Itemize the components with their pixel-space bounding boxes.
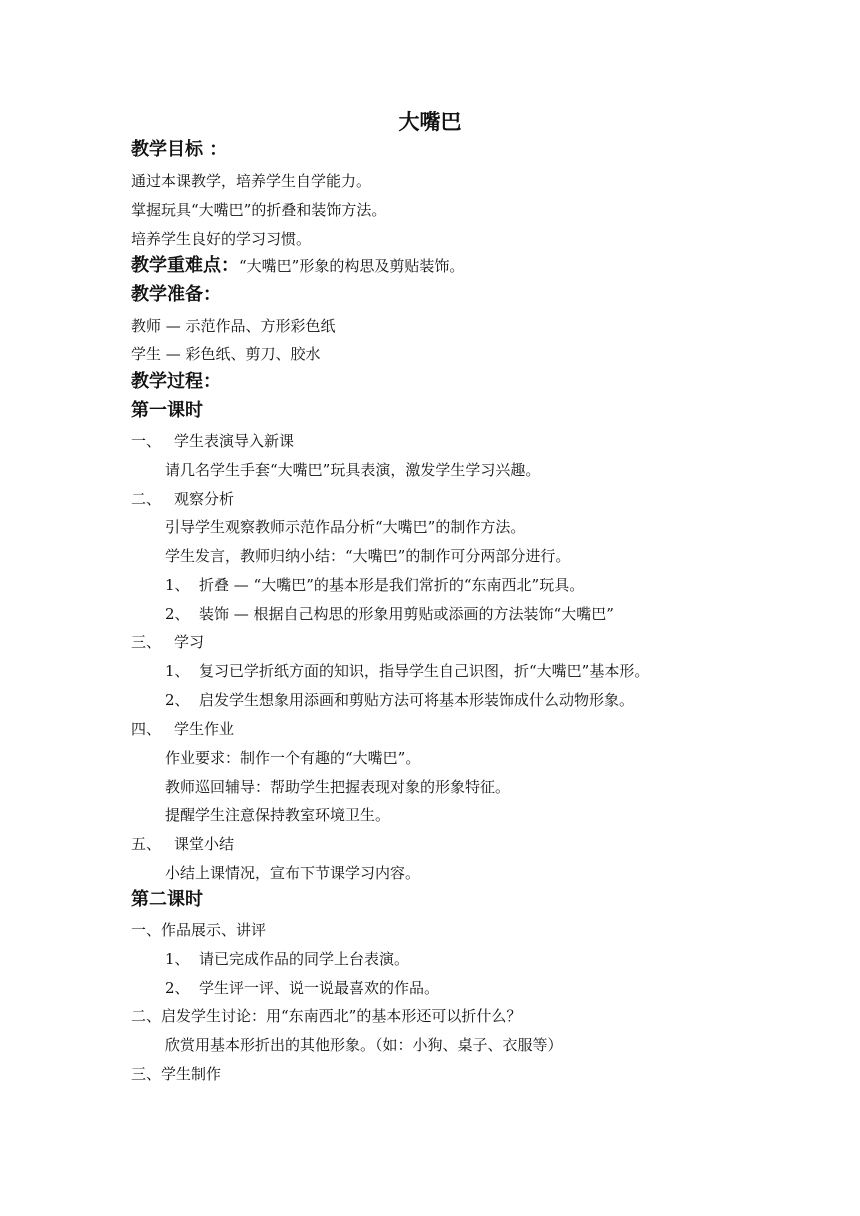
step-marker: 五、 — [131, 835, 162, 853]
sub-item-marker: 2、 — [165, 605, 190, 623]
objectives-heading: 教学目标 ： — [131, 139, 228, 160]
sub-item-marker: 1、 — [165, 576, 190, 594]
prep-line: 教师 — 示范作品、方形彩色纸 — [131, 317, 336, 335]
objective-line: 掌握玩具“大嘴巴”的折叠和装饰方法。 — [131, 201, 387, 219]
lesson2-heading: 第二课时 — [131, 889, 203, 910]
step-line: 提醒学生注意保持教室环境卫生。 — [165, 806, 391, 824]
sub-item — [165, 604, 614, 624]
step-marker: 一、 — [131, 432, 162, 450]
sub-item-marker: 2、 — [165, 691, 190, 709]
sub-item-marker: 1、 — [165, 950, 190, 968]
key-points-line — [131, 256, 464, 276]
lesson1-heading: 第一课时 — [131, 400, 203, 421]
step-line: 欣赏用基本形折出的其他形象。（如：小狗、桌子、衣服等） — [165, 1036, 563, 1054]
key-points-label: 教学重难点： — [131, 255, 239, 276]
sub-item-text: 折叠 — “大嘴巴”的基本形是我们常折的“东南西北”玩具。 — [199, 576, 585, 594]
sub-item-text: 复习已学折纸方面的知识，指导学生自己识图，折“大嘴巴”基本形。 — [199, 662, 650, 680]
prep-heading: 教学准备： — [131, 284, 221, 305]
step-heading — [131, 834, 234, 854]
key-points-text: “大嘴巴”形象的构思及剪贴装饰。 — [239, 257, 465, 275]
objective-line: 通过本课教学，培养学生自学能力。 — [131, 172, 372, 190]
step-title: 学生表演导入新课 — [174, 432, 295, 450]
step-heading — [131, 719, 234, 739]
step-line: 学生发言，教师归纳小结：“大嘴巴”的制作可分两部分进行。 — [165, 547, 571, 565]
step-title: 观察分析 — [174, 490, 235, 508]
objective-line: 培养学生良好的学习习惯。 — [131, 230, 312, 248]
sub-item — [165, 575, 584, 595]
step-line: 教师巡回辅导：帮助学生把握表现对象的形象特征。 — [165, 778, 511, 796]
step-title: 学生作业 — [174, 720, 235, 738]
step-line: 引导学生观察教师示范作品分析“大嘴巴”的制作方法。 — [165, 518, 526, 536]
sub-item-text: 学生评一评、说一说最喜欢的作品。 — [199, 979, 440, 997]
sub-item-text: 启发学生想象用添画和剪贴方法可将基本形装饰成什么动物形象。 — [199, 691, 635, 709]
step-marker: 三、 — [131, 633, 162, 651]
step-marker: 二、 — [131, 490, 162, 508]
step-heading — [131, 489, 234, 509]
step-line: 作业要求：制作一个有趣的“大嘴巴”。 — [165, 749, 421, 767]
sub-item-text: 请已完成作品的同学上台表演。 — [199, 950, 410, 968]
prep-line: 学生 — 彩色纸、剪刀、胶水 — [131, 345, 321, 363]
process-heading: 教学过程： — [131, 371, 221, 392]
step-title: 课堂小结 — [174, 835, 235, 853]
sub-item-marker: 2、 — [165, 979, 190, 997]
sub-item-text: 装饰 — 根据自己构思的形象用剪贴或添画的方法装饰“大嘴巴” — [199, 605, 614, 623]
document-title: 大嘴巴 — [398, 110, 462, 134]
step-heading: 二、启发学生讨论：用“东南西北”的基本形还可以折什么？ — [131, 1007, 522, 1025]
step-heading — [131, 431, 294, 451]
sub-item — [165, 690, 634, 710]
step-heading: 三、学生制作 — [131, 1065, 222, 1083]
sub-item — [165, 661, 649, 681]
step-heading — [131, 632, 204, 652]
sub-item — [165, 949, 409, 969]
step-title: 学习 — [174, 633, 205, 651]
step-heading: 一、作品展示、讲评 — [131, 921, 267, 939]
step-line: 小结上课情况，宣布下节课学习内容。 — [165, 864, 421, 882]
sub-item — [165, 978, 439, 998]
step-marker: 四、 — [131, 720, 162, 738]
step-line: 请几名学生手套“大嘴巴”玩具表演，激发学生学习兴趣。 — [165, 461, 541, 479]
sub-item-marker: 1、 — [165, 662, 190, 680]
